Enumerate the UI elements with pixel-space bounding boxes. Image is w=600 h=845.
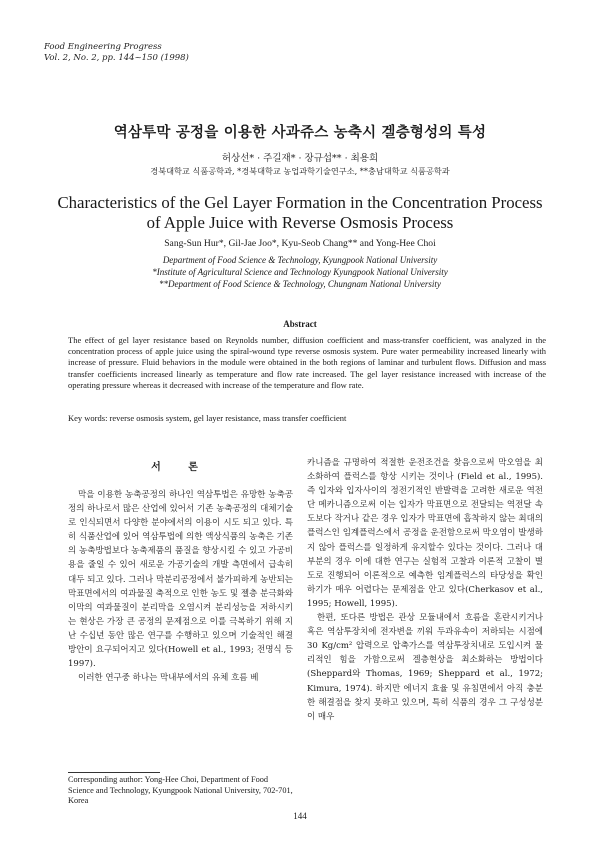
body-paragraph: 카니즘을 규명하여 적절한 운전조건을 찾음으로써 막오염을 최소화하여 플럭스를 항상 시키는 것이나 (Field et al., 1995). 즉 입자와 입자사이의 정전기적인 반발력을 고려한 새로운 역전단 메카니즘으로써 이는 입자가 막표면으로 전달되는 역전달 속도보다 작거나 같은 경우 입자가 막표면에 흡착하지 않는 최대의 플럭스인 임계플럭스에서 공정을 운전함으로써 막오염이 발생하지 않아 플럭스를 일정하게 유지할수 있다는 것이다. 그러나 대부분의 경우 이에 대한 연구는 실험적 고찰과 이론적 고찰이 별도로 진행되어 이론적으로 예측한 임계플럭스의 타당성을 확인하기가 매우 어렵다는 문제점을 안고 있다(Cherkasov et al., 1995; Howell, 1995). xyxy=(307,458,543,609)
korean-affiliation: 경북대학교 식품공학과, *경북대학교 농업과학기술연구소, **충남대학교 식품공학과 xyxy=(150,166,450,176)
corresponding-author-footnote: Corresponding author: Yong-Hee Choi, Department of Food Science and Technology, Kyungpook National University, 702-701, Korea xyxy=(68,775,293,805)
journal-name: Food Engineering Progress xyxy=(44,42,162,52)
body-column-right xyxy=(307,456,543,724)
english-authors: Sang-Sun Hur*, Gil-Jae Joo*, Kyu-Seob Chang** and Yong-Hee Choi xyxy=(164,238,436,249)
english-affiliations xyxy=(0,254,600,290)
body-column-left xyxy=(68,488,293,685)
affiliation-line: *Institute of Agricultural Science and Technology Kyungpook National University xyxy=(152,267,448,277)
english-title-line-2: of Apple Juice with Reverse Osmosis Process xyxy=(146,213,454,232)
body-paragraph: 이러한 연구중 하나는 막내부에서의 유체 흐름 베 xyxy=(78,673,259,684)
keywords: Key words: reverse osmosis system, gel layer resistance, mass transfer coefficient xyxy=(68,413,347,423)
body-paragraph: 한편, 또다른 방법은 관상 모듈내에서 흐름을 혼란시키거나 혹은 역삼투장치에 전자변을 끼워 두과유속이 저하되는 시점에 30 Kg/cm² 압력으로 압축가스를 역삼투장치내로 도입시켜 물리적인 힘을 가함으로써 겔층현상을 최소화하는 방법이다(Sheppard와 Thomas, 1969; Sheppard et al., 1972; Kimura, 1974). 하지만 에너지 효율 및 유침면에서 아직 충분한 해결점을 찾지 못하고 있으며, 특히 식품의 경우 그 구성성분이 매우 xyxy=(307,613,543,722)
affiliation-line: Department of Food Science & Technology, Kyungpook National University xyxy=(162,255,438,265)
affiliation-line: **Department of Food Science & Technology, Chungnam National University xyxy=(159,279,441,289)
english-title-line-1: Characteristics of the Gel Layer Formation in the Concentration Process xyxy=(57,193,543,212)
korean-title: 역삼투막 공정을 이용한 사과쥬스 농축시 겔층형성의 특성 xyxy=(113,125,487,141)
abstract-text: The effect of gel layer resistance based on Reynolds number, diffusion coefficient and mass-transfer coefficient, was analyzed in the concentration process of apple juice using the spiral-wound type reverse osmosis system. Pure water permeability increased linearly with increase of pressure. Fluid behaviors in the module were obtained in the both regions of laminar and turbulent flows. Diffusion and mass transfer coefficients increased linearly as temperature and flow rate increased. The gel layer resistance increased with increase of the operating pressure whereas it decreased with increase of the temperature and flow rate. xyxy=(68,335,546,390)
journal-header xyxy=(44,42,189,64)
section-heading-introduction: 서 론 xyxy=(151,462,210,473)
footnote-rule xyxy=(68,772,160,773)
english-title xyxy=(40,193,560,233)
body-paragraph: 막을 이용한 농축공정의 하나인 역삼투법은 유망한 농축공정의 하나로서 많은 산업에 있어서 기존 농축공정의 대체기술로 인식되면서 다양한 분야에서의 이용이 시도 되고 있다. 특히 식품산업에 있어 역삼투법에 의한 액상식품의 농축은 기존의 농축방법보다 농축제품의 품질을 향상시킬 수 있고 가공비용을 줄일 수 있어 새로운 가공기술의 개발 측면에서 급속히 대두 되고 있다. 그러나 막분리공정에서 불가피하게 농반되는 막표면에서의 여과물질 축적으로 인한 농도 및 젤층 분극화와 이막의 여과물질이 분리막을 오염시켜 분리성능을 저하시키는 현상은 가장 큰 공정의 문제점으로 이를 극복하기 위해 지난 수십년 동안 많은 연구를 수행하고 있으며 기술적인 해결방안이 요구되어지고 있다(Howell et al., 1993; 전명식 등 1997). xyxy=(68,490,293,670)
korean-authors: 허상선* · 주길재* · 장규섭** · 최용희 xyxy=(221,153,379,164)
abstract-heading: Abstract xyxy=(283,319,317,329)
page-number: 144 xyxy=(293,811,307,821)
journal-volume: Vol. 2, No. 2, pp. 144~150 (1998) xyxy=(44,53,189,63)
